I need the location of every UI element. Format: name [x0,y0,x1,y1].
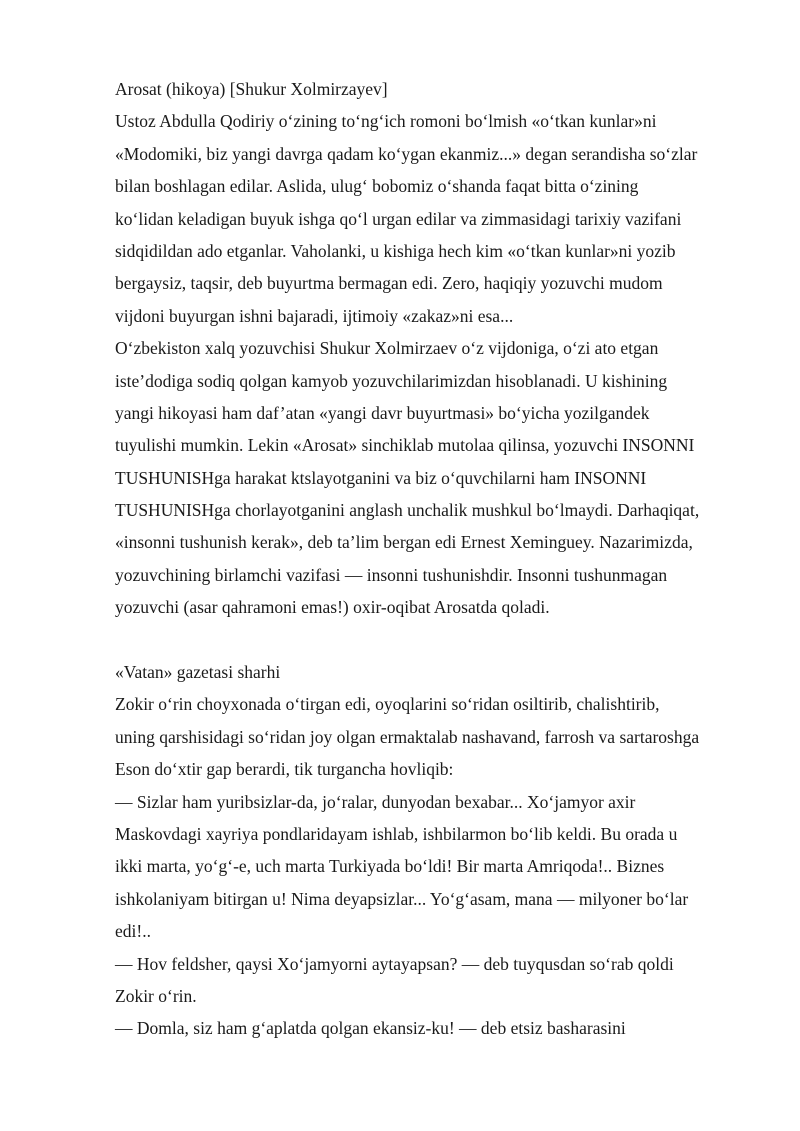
text-line: yozuvchi (asar qahramoni emas!) oxir-oqibat Arosatda qoladi. [115,597,550,618]
text-line: Ustoz Abdulla Qodiriy o‘zining to‘ng‘ich romoni bo‘lmish «o‘tkan kunlar»ni [115,111,657,132]
text-line: Zokir o‘rin. [115,985,197,1006]
text-line: bilan boshlagan edilar. Aslida, ulug‘ bobomiz o‘shanda faqat bitta o‘zining [115,176,639,197]
text-line: ishkolaniyam bitirgan u! Nima deyapsizlar... Yo‘g‘asam, mana — milyoner bo‘lar [115,888,689,909]
section-heading: «Vatan» gazetasi sharhi [115,662,281,683]
text-line: bergaysiz, taqsir, deb buyurtma bermagan edi. Zero, haqiqiy yozuvchi mudom [115,273,663,294]
text-line: vijdoni buyurgan ishni bajaradi, ijtimoiy «zakaz»ni esa... [115,305,514,326]
text-line: yangi hikoyasi ham daf’atan «yangi davr buyurtmasi» bo‘yicha yozilgandek [115,402,650,423]
text-line: Eson do‘xtir gap berardi, tik turgancha hovliqib: [115,759,454,780]
document-body [115,73,755,1045]
paragraph-gap [115,624,755,656]
text-line: — Hov feldsher, qaysi Xo‘jamyorni aytayapsan? — deb tuyqusdan so‘rab qoldi [115,953,674,974]
text-line: «insonni tushunish kerak», deb ta’lim bergan edi Ernest Xeminguey. Nazarimizda, [115,532,693,553]
text-line: edi!.. [115,921,151,942]
text-line: — Domla, siz ham g‘aplatda qolgan ekansiz-ku! — deb etsiz basharasini [115,1018,626,1039]
text-line: iste’dodiga sodiq qolgan kamyob yozuvchilarimizdan hisoblanadi. U kishining [115,370,668,391]
text-line: — Sizlar ham yuribsizlar-da, jo‘ralar, dunyodan bexabar... Xo‘jamyor axir [115,791,636,812]
text-line: TUSHUNISHga harakat ktslayotganini va biz o‘quvchilarni ham INSONNI [115,467,647,488]
text-line: O‘zbekiston xalq yozuvchisi Shukur Xolmirzaev o‘z vijdoniga, o‘zi ato etgan [115,338,659,359]
document-title: Arosat (hikoya) [Shukur Xolmirzayev] [115,79,388,99]
text-line: ko‘lidan keladigan buyuk ishga qo‘l urgan edilar va zimmasidagi tarixiy vazifani [115,208,682,229]
text-line: TUSHUNISHga chorlayotganini anglash unchalik mushkul bo‘lmaydi. Darhaqiqat, [115,500,700,521]
text-line: «Modomiki, biz yangi davrga qadam ko‘ygan ekanmiz...» degan serandisha so‘zlar [115,143,698,164]
text-line: ikki marta, yo‘g‘-e, uch marta Turkiyada bo‘ldi! Bir marta Amriqoda!.. Biznes [115,856,665,877]
text-line: yozuvchining birlamchi vazifasi — insonni tushunishdir. Insonni tushunmagan [115,564,668,585]
text-line: sidqidildan ado etganlar. Vaholanki, u kishiga hech kim «o‘tkan kunlar»ni yozib [115,240,676,261]
text-line: tuyulishi mumkin. Lekin «Arosat» sinchiklab mutolaa qilinsa, yozuvchi INSONNI [115,435,695,456]
text-line: uning qarshisidagi so‘ridan joy olgan ermaktalab nashavand, farrosh va sartaroshga [115,726,700,747]
text-line: Zokir o‘rin choyxonada o‘tirgan edi, oyoqlarini so‘ridan osiltirib, chalishtirib, [115,694,660,715]
text-line: Maskovdagi xayriya pondlaridayam ishlab, ishbilarmon bo‘lib keldi. Bu orada u [115,823,678,844]
